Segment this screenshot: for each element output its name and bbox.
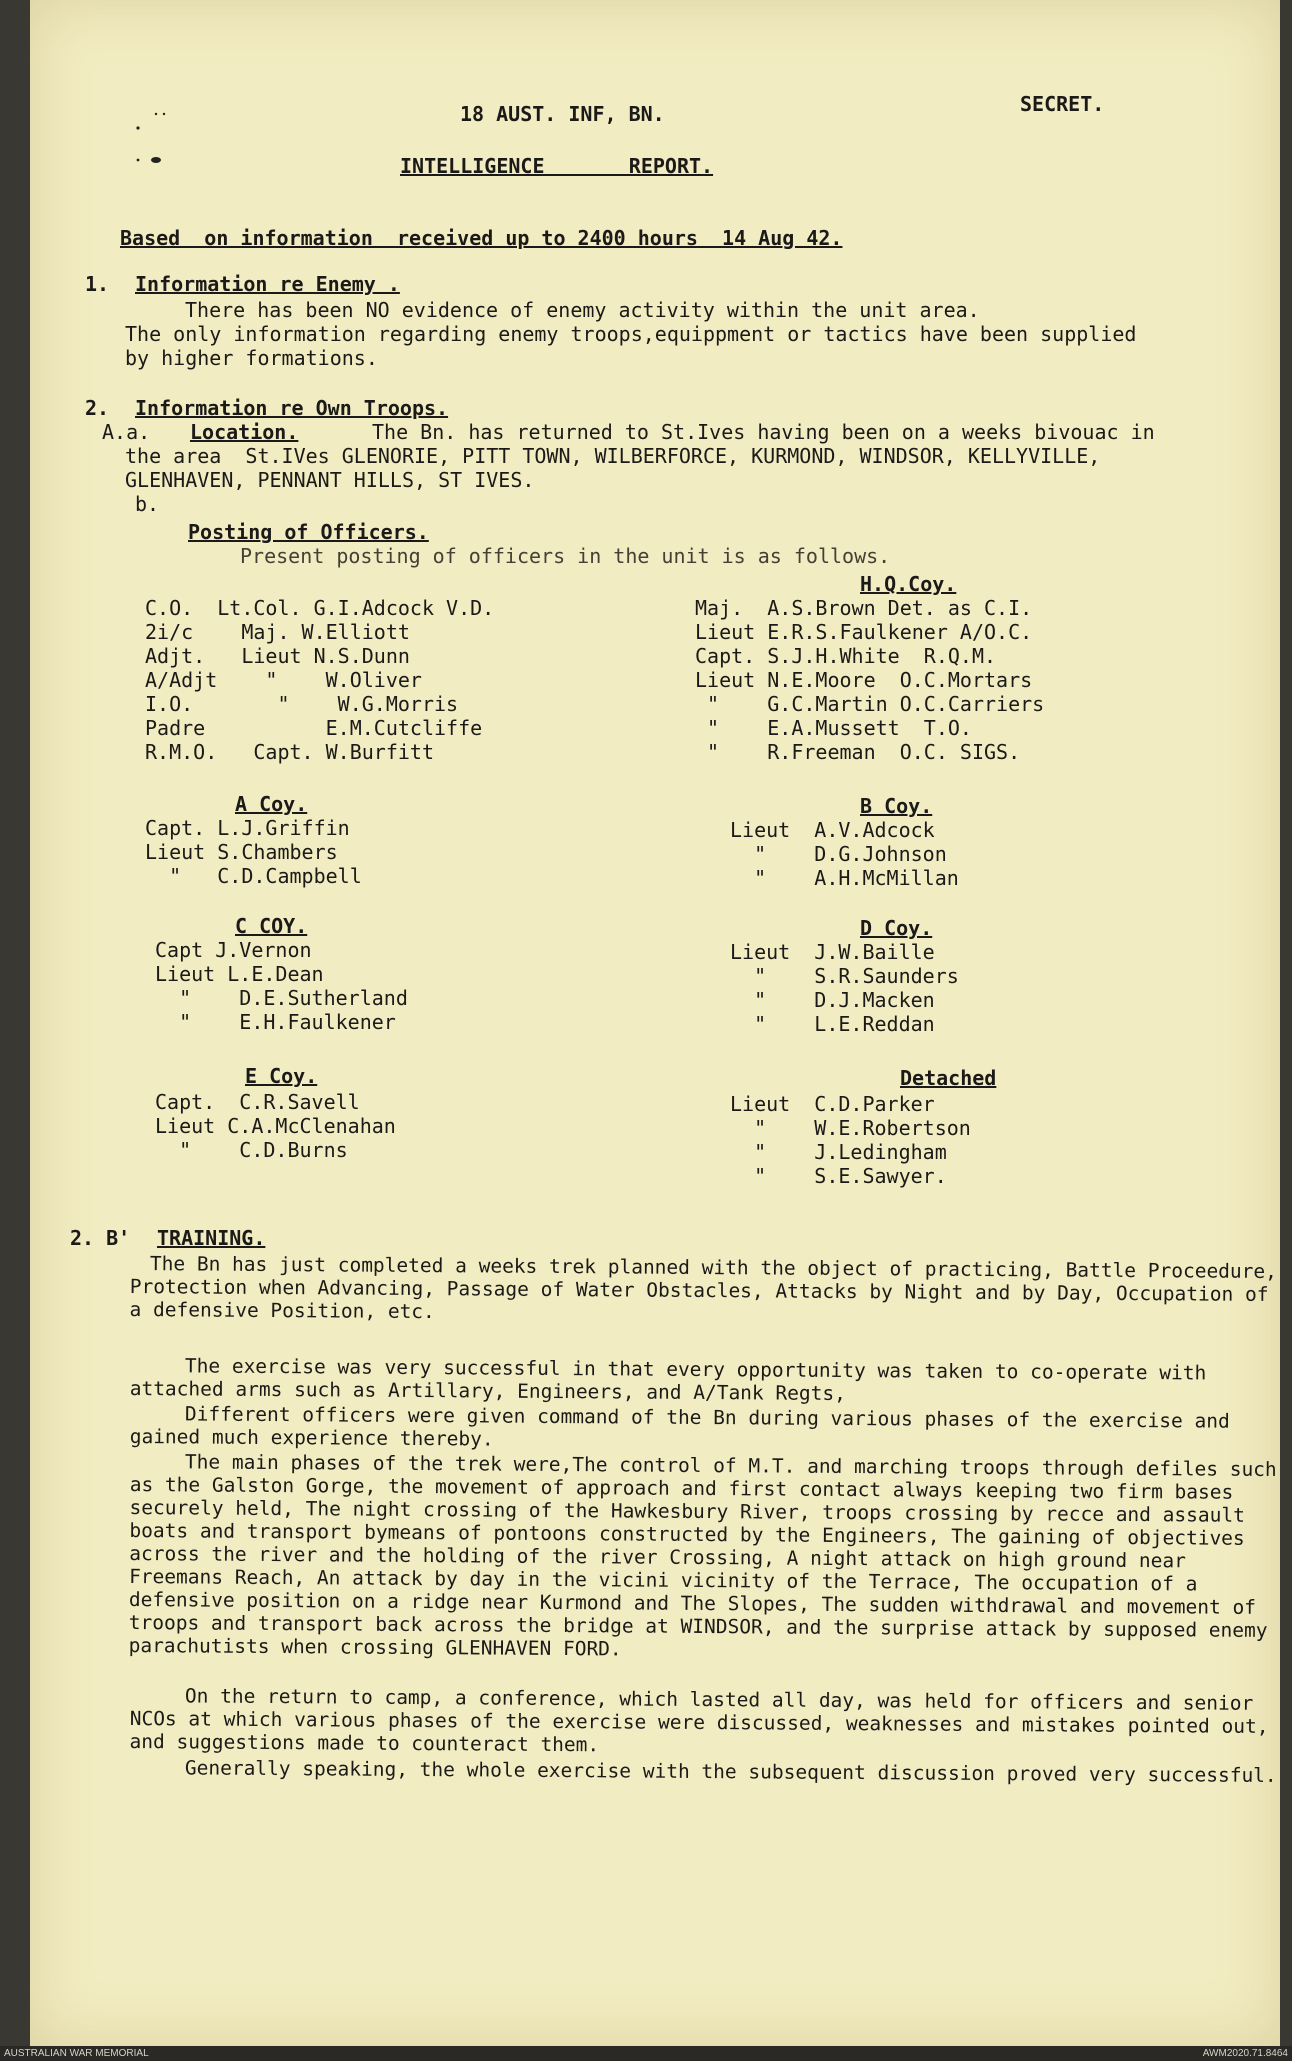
section2-number: 2.: [85, 396, 110, 420]
e-coy-line: Capt. C.R.Savell: [155, 1090, 360, 1114]
classification-marking: SECRET.: [1020, 92, 1105, 116]
section1-line: The only information regarding enemy troops,equippment or tactics have been supplied: [125, 322, 1137, 346]
training-paragraph: The Bn has just completed a weeks trek planned with the object of practicing, Battle Proceedure, Protection when Advancing, Passage of Water Obstacles, Attacks by Night and by Day, Occupation of a defensive Position, etc.: [129, 1252, 1278, 1324]
subsection-label: A.a.: [102, 420, 151, 444]
section2-heading: Information re Own Troops.: [135, 396, 449, 420]
detached-line: " W.E.Robertson: [730, 1116, 971, 1140]
report-basis: Based on information received up to 2400 hours 14 Aug 42.: [120, 226, 843, 250]
a-coy-heading: A Coy.: [235, 792, 308, 816]
b-coy-heading: B Coy.: [860, 794, 933, 818]
e-coy-heading: E Coy.: [245, 1064, 318, 1088]
a-coy-line: " C.D.Campbell: [145, 864, 362, 888]
c-coy-line: Lieut L.E.Dean: [155, 962, 324, 986]
report-title: INTELLIGENCE REPORT.: [400, 154, 714, 178]
hq-coy-line: " E.A.Mussett T.O.: [695, 716, 972, 740]
hq-coy-line: Lieut E.R.S.Faulkener A/O.C.: [695, 620, 1033, 644]
d-coy-line: " L.E.Reddan: [730, 1012, 935, 1036]
hq-officer-line: A/Adjt " W.Oliver: [145, 668, 422, 692]
detached-line: Lieut C.D.Parker: [730, 1092, 935, 1116]
training-paragraph: Different officers were given command of the Bn during various phases of the exercise and gained much experience thereby.: [129, 1402, 1230, 1451]
b-coy-line: Lieut A.V.Adcock: [730, 818, 935, 842]
detached-heading: Detached: [900, 1066, 997, 1090]
d-coy-heading: D Coy.: [860, 916, 933, 940]
hq-officer-line: 2i/c Maj. W.Elliott: [145, 620, 410, 644]
section1-heading: Information re Enemy .: [135, 272, 400, 296]
location-label: Location.: [190, 420, 299, 444]
b-coy-line: " A.H.McMillan: [730, 866, 959, 890]
training-paragraph: Generally speaking, the whole exercise with the subsequent discussion proved very successful.: [184, 1756, 1277, 1788]
location-line: GLENHAVEN, PENNANT HILLS, ST IVES.: [125, 468, 535, 492]
detached-line: " J.Ledingham: [730, 1140, 947, 1164]
c-coy-line: Capt J.Vernon: [155, 938, 312, 962]
c-coy-line: " E.H.Faulkener: [155, 1010, 396, 1034]
hq-coy-line: " G.C.Martin O.C.Carriers: [695, 692, 1045, 716]
c-coy-line: " D.E.Sutherland: [155, 986, 408, 1010]
section1-line: There has been NO evidence of enemy activity within the unit area.: [185, 298, 980, 322]
section1-line: by higher formations.: [125, 346, 378, 370]
training-paragraph: On the return to camp, a conference, which lasted all day, was held for officers and senior NCOs at which various phases of the exercise were discussed, weaknesses and mistakes pointed out, and suggestions made to counteract them.: [129, 1684, 1269, 1757]
hq-coy-heading: H.Q.Coy.: [860, 572, 957, 596]
training-paragraph: The main phases of the trek were,The control of M.T. and marching troops through defiles such as the Galston Gorge, the movement of approach and first contact always keeping two firm bases securely held, The night crossing of the Hawkesbury River, troops crossing by recce and assault boats and transport bymeans of pontoons constructed by the Engineers, The gaining of objectives across the river and the holding of the river Crossing, A night attack on high ground near Freemans Reach, An attack by day in the vicini vicinity of the Terrace, The occupation of a defensive position on a ridge near Kurmond and The Slopes, The sudden withdrawal and movement of troops and transport back across the bridge at WINDSOR, and the surprise attack by supposed enemy parachutists when crossing GLENHAVEN FORD.: [128, 1450, 1277, 1661]
training-number: 2. B': [70, 1226, 131, 1250]
hq-officer-line: I.O. " W.G.Morris: [145, 692, 459, 716]
hq-coy-line: Capt. S.J.H.White R.Q.M.: [695, 644, 997, 668]
training-paragraph: The exercise was very successful in that every opportunity was taken to co-operate with attached arms such as Artillary, Engineers, and A/Tank Regts,: [129, 1354, 1207, 1405]
archive-footer: [0, 2046, 1292, 2061]
hq-coy-line: Maj. A.S.Brown Det. as C.I.: [695, 596, 1033, 620]
document-page: [30, 0, 1280, 2046]
training-heading: TRAINING.: [157, 1226, 266, 1250]
section1-number: 1.: [85, 272, 110, 296]
e-coy-line: Lieut C.A.McClenahan: [155, 1114, 396, 1138]
location-line: The Bn. has returned to St.Ives having been on a weeks bivouac in: [372, 420, 1155, 444]
posting-heading: Posting of Officers.: [188, 520, 429, 544]
c-coy-heading: C COY.: [235, 914, 308, 938]
punch-marks: [130, 108, 170, 168]
hq-coy-line: " R.Freeman O.C. SIGS.: [695, 740, 1021, 764]
a-coy-line: Lieut S.Chambers: [145, 840, 338, 864]
posting-intro: Present posting of officers in the unit is as follows.: [240, 544, 891, 568]
hq-officer-line: Adjt. Lieut N.S.Dunn: [145, 644, 410, 668]
hq-officer-line: Padre E.M.Cutcliffe: [145, 716, 483, 740]
hq-coy-line: Lieut N.E.Moore O.C.Mortars: [695, 668, 1033, 692]
d-coy-line: Lieut J.W.Baille: [730, 940, 935, 964]
d-coy-line: " D.J.Macken: [730, 988, 935, 1012]
footer-source: AUSTRALIAN WAR MEMORIAL: [4, 2048, 149, 2059]
location-line: the area St.IVes GLENORIE, PITT TOWN, WILBERFORCE, KURMOND, WINDSOR, KELLYVILLE,: [125, 444, 1101, 468]
d-coy-line: " S.R.Saunders: [730, 964, 959, 988]
b-coy-line: " D.G.Johnson: [730, 842, 947, 866]
footer-reference: AWM2020.71.8464: [1202, 2048, 1288, 2059]
detached-line: " S.E.Sawyer.: [730, 1164, 947, 1188]
e-coy-line: " C.D.Burns: [155, 1138, 348, 1162]
hq-officer-line: R.M.O. Capt. W.Burfitt: [145, 740, 434, 764]
unit-title: 18 AUST. INF, BN.: [460, 102, 665, 126]
subsection-label: b.: [135, 492, 160, 516]
a-coy-line: Capt. L.J.Griffin: [145, 816, 350, 840]
hq-officer-line: C.O. Lt.Col. G.I.Adcock V.D.: [145, 596, 495, 620]
